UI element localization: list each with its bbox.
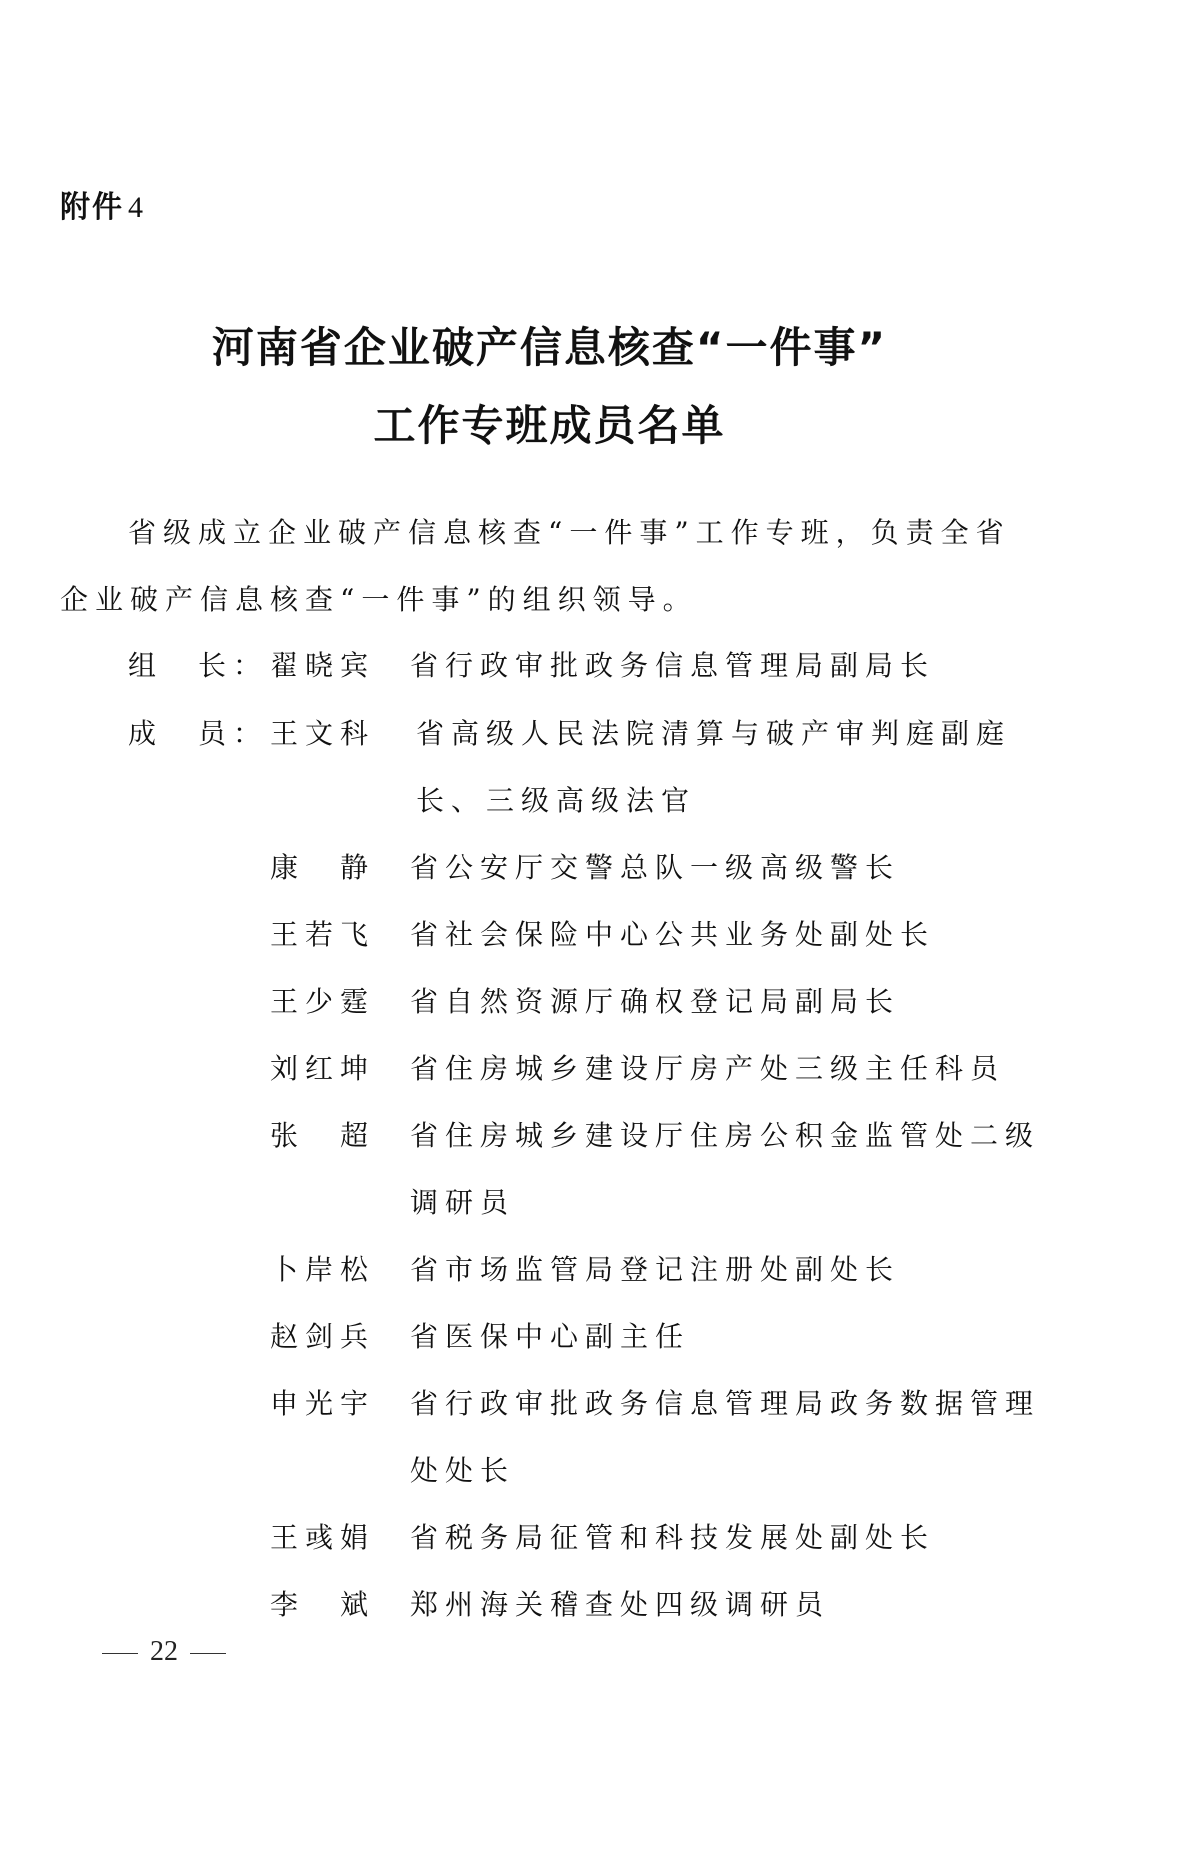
member-name: 赵剑兵 xyxy=(270,1320,376,1353)
leader-position: 省行政审批政务信息管理局副局长 xyxy=(410,649,936,682)
intro-line-2: 企业破产信息核查“一件事”的组织领导。 xyxy=(60,583,698,616)
intro-line-1: 省级成立企业破产信息核查“一件事”工作专班，负责全省 xyxy=(128,516,1011,549)
document-title-line-2: 工作专班成员名单 xyxy=(373,401,726,450)
member-name: 王少霆 xyxy=(270,985,376,1018)
leader-role: 组 长： xyxy=(128,649,269,682)
member-position: 省社会保险中心公共业务处副处长 xyxy=(410,918,936,951)
member-name: 王彧娟 xyxy=(270,1521,376,1554)
member-position-cont: 处处长 xyxy=(410,1454,516,1487)
page-footer xyxy=(90,1634,238,1670)
attachment-number: 4 xyxy=(128,191,145,224)
attachment-label xyxy=(60,188,145,228)
member-name: 卜岸松 xyxy=(270,1253,376,1286)
footer-dash-right xyxy=(190,1653,226,1654)
footer-dash-left xyxy=(102,1653,138,1654)
member-name: 李 斌 xyxy=(270,1588,376,1621)
member-name: 申光宇 xyxy=(270,1387,376,1420)
member-name: 康 静 xyxy=(270,851,376,884)
member-position: 省公安厅交警总队一级高级警长 xyxy=(410,851,901,884)
member-name: 刘红坤 xyxy=(270,1052,376,1085)
member-position: 省医保中心副主任 xyxy=(410,1320,691,1353)
member-position: 省高级人民法院清算与破产审判庭副庭 xyxy=(416,717,1012,750)
members-role: 成 员： xyxy=(128,717,269,750)
member-position: 省住房城乡建设厅房产处三级主任科员 xyxy=(410,1052,1006,1085)
member-position-cont: 长、三级高级法官 xyxy=(416,784,697,817)
member-position: 省税务局征管和科技发展处副处长 xyxy=(410,1521,936,1554)
leader-name: 翟晓宾 xyxy=(270,649,376,682)
member-position-cont: 调研员 xyxy=(410,1186,516,1219)
member-position: 省市场监管局登记注册处副处长 xyxy=(410,1253,901,1286)
member-name: 王若飞 xyxy=(270,918,376,951)
member-name: 王文科 xyxy=(270,717,376,750)
member-position: 省自然资源厅确权登记局副局长 xyxy=(410,985,901,1018)
member-name: 张 超 xyxy=(270,1119,376,1152)
document-title-line-1: 河南省企业破产信息核查“一件事” xyxy=(211,323,888,372)
page-number: 22 xyxy=(150,1636,178,1667)
member-position: 省住房城乡建设厅住房公积金监管处二级 xyxy=(410,1119,1041,1152)
member-position: 郑州海关稽查处四级调研员 xyxy=(410,1588,831,1621)
attachment-text: 附件 xyxy=(60,190,124,225)
member-position: 省行政审批政务信息管理局政务数据管理 xyxy=(410,1387,1041,1420)
